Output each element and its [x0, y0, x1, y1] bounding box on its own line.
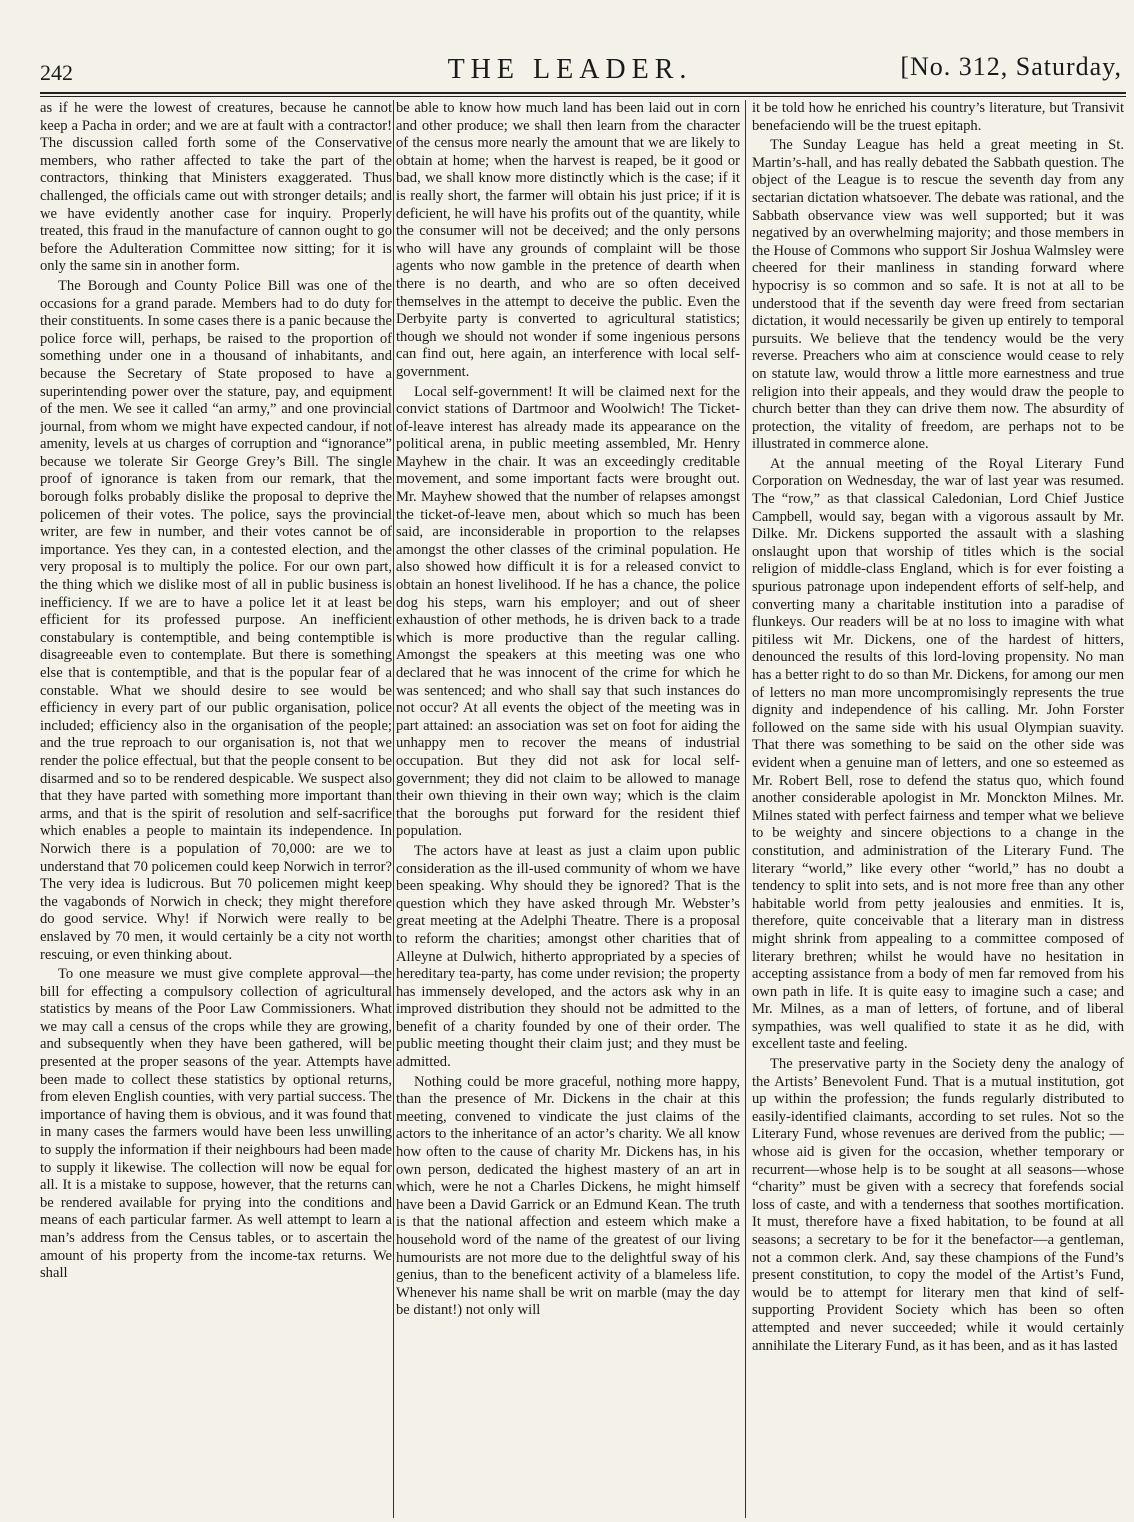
paragraph: To one measure we must give complete approval—the bill for effecting a compulsory collection of agricultural statistics by means of the Poor Law Commissioners. What we may call a census of the crops while they are growing, and subsequently when they have been gathered, will be presented at the proper seasons of the year. Attempts have been made to collect these statistics by optional returns, from eleven English counties, with very partial success. The importance of having them is obvious, and it was found that in many cases the farmers would have been less unwilling to supply the information if their neighbours had been made to supply it likewise. The collection will now be equal for all. It is a mistake to suppose, however, that the returns can be rendered available for prying into the conditions and means of each particular farmer. As well attempt to learn a man’s address from the Census tables, or to ascertain the amount of his property from the income-tax returns. We shall	[40, 966, 392, 1282]
header-rule	[40, 92, 1126, 94]
paragraph: as if he were the lowest of creatures, because he cannot keep a Pacha in order; and we are at fault with a contractor! The discussion called forth some of the Conservative members, who rather affected to take the part of the contractors, thinking that Ministers exaggerated. Thus challenged, the officials came out with stronger details; and we have evidently another case for inquiry. Properly treated, this fraud in the manufacture of cannon ought to go before the Adulteration Committee now sitting; for it is only the same sin in another form.	[40, 100, 392, 275]
page-header	[40, 52, 1122, 92]
paragraph: be able to know how much land has been laid out in corn and other produce; we shall then learn from the character of the census more nearly the amount that we are likely to obtain at home; when the harvest is reaped, be it good or bad, we shall know more distinctly which is the case; if it is really short, the farmer will obtain his just price; if it is deficient, he will have his profits out of the quantity, while the consumer will not be deceived; and the only persons who will have any grounds of complaint will be those agents who now gamble in the pretence of dearth when there is no dearth, and who are so often deceived themselves in the attempt to deceive the public. Even the Derbyite party is converted to agricultural statistics; though we should not wonder if some ingenious persons can find out, here again, an interference with local self-government.	[396, 100, 740, 380]
masthead-title: THE LEADER.	[447, 54, 693, 85]
paragraph: The preservative party in the Society deny the analogy of the Artists’ Benevolent Fund. That is a mutual institution, got up within the profession; the funds regularly distributed to easily-identified claimants, according to set rules. Not so the Literary Fund, whose revenues are derived from the public; — whose aid is given for the occasion, whether temporary or recurrent—whose help is to be sought at all seasons—whose “charity” must be given with a secrecy that forefends social loss of caste, and with a tenderness that soothes mortification. It must, therefore have a fixed habitation, to be found at all seasons; a secretary to be for it the benefactor—a gentleman, not a common clerk. And, say these champions of the Fund’s present constitution, to copy the model of the Artist’s Fund, would be to attempt for literary men that kind of self-supporting Provident Society which has been so often attempted and never succeeded; while it would certainly annihilate the Literary Fund, as it has been, and as it has lasted	[752, 1056, 1124, 1354]
page-number: 242	[40, 60, 73, 85]
paragraph: Nothing could be more graceful, nothing more happy, than the presence of Mr. Dickens in the chair at this meeting, convened to vindicate the just claims of the actors to the inheritance of an actor’s charity. We all know how often to the cause of charity Mr. Dickens has, in his own person, dedicated the highest mastery of an art in which, were he not a Charles Dickens, he might himself have been a David Garrick or an Edmund Kean. The truth is that the national affection and esteem which make a household word of the name of the greatest of our living humourists are not more due to the delightful sway of his genius, than to the beneficent activity of a blameless life. Whenever his name shall be writ on marble (may the day be distant!) not only will	[396, 1073, 740, 1319]
paragraph: it be told how he enriched his country’s literature, but Transivit benefaciendo will be the truest epitaph.	[752, 100, 1124, 134]
issue-number: [No. 312, Saturday,	[900, 52, 1122, 81]
paragraph: The Borough and County Police Bill was one of the occasions for a grand parade. Members had to do duty for their constituents. In some cases there is a panic because the police force will, perhaps, be raised to the proportion of something under one in a thousand of inhabitants, and because the Secretary of State proposed to have a superintending power over the stature, pay, and equipment of the men. We see it called “an army,” and one provincial journal, from whom we might have expected candour, if not amenity, levels at us charges of corruption and “ignorance” because we tolerate Sir George Grey’s Bill. The single proof of ignorance is taken from our remark, that the borough folks probably dislike the proposal to deprive the policemen of their votes. The police, says the provincial writer, are few in number, and their votes cannot be of importance. Yes they can, in a contested election, and the very proposal is to multiply the police. For our own part, the thing which we dislike most of all in public business is inefficiency. If we are to have a police let it at least be efficient for its professed purpose. An inefficient constabulary is contemptible, and being contemptible is disagreeable even to contemplate. But there is something else that is contemptible, and that is the popular fear of a constable. What we should desire to see would be efficiency in every part of our public organisation, police included; efficiency also in the organisation of the people; and the true reproach to our organisation is, not that we render the police effectual, but that the people consent to be disarmed and so to be rendered despicable. We suspect also that they have parted with something more important than arms, and that is the spirit of resolution and self-sacrifice which enables a people to maintain its independence. In Norwich there is a population of 70,000: are we to understand that 70 policemen could keep Norwich in terror? The very idea is ludicrous. But 70 policemen might keep the vagabonds of Norwich in check; they might therefore do good service. Why! if Norwich were really to be enslaved by 70 men, it would certainly be a city not worth rescuing, or even thinking about.	[40, 277, 392, 963]
column-1	[40, 100, 392, 1518]
column-2	[396, 100, 740, 1518]
column-divider	[745, 100, 746, 1518]
paragraph: Local self-government! It will be claimed next for the convict stations of Dartmoor and Woolwich! The Ticket-of-leave interest has already made its appearance on the political arena, in public meeting assembled, Mr. Henry Mayhew in the chair. It was an exceedingly creditable movement, and some important facts were brought out. Mr. Mayhew showed that the number of relapses amongst the ticket-of-leave men, about which so much has been said, are inconsiderable in proportion to the relapses amongst the other classes of the criminal population. He also showed how difficult it is for a released convict to obtain an honest livelihood. If he has a chance, the police dog his steps, warn his employer; and out of sheer exhaustion of other methods, he is driven back to a trade which is more productive than the regular calling. Amongst the speakers at this meeting was one who declared that he was innocent of the crime for which he was sentenced; and who shall say that such instances do not occur? At all events the object of the meeting was in part attained: an association was set on foot for aiding the unhappy men to recover the means of industrial occupation. But they did not ask for local self-government; they did not claim to be allowed to manage their own thieving in their own way; which is the claim that the boroughs put forward for the resident thief population.	[396, 383, 740, 840]
column-3	[752, 100, 1124, 1518]
paragraph: At the annual meeting of the Royal Literary Fund Corporation on Wednesday, the war of last year was resumed. The “row,” as that classical Caledonian, Lord Chief Justice Campbell, would say, began with a vigorous assault by Mr. Dilke. Mr. Dickens supported the assault with a slashing onslaught upon that worship of titles which is the social religion of middle-class England, which is for ever foisting a spurious patronage upon independent efforts of self-help, and converting many a charitable institution into a paradise of flunkeys. Our readers will be at no loss to imagine with what pitiless wit Mr. Dickens, one of the hardest of hitters, denounced the results of this lord-loving propensity. No man has a better right to do so than Mr. Dickens, for among our men of letters no man more uncompromisingly represents the true dignity and independence of his calling. Mr. John Forster followed on the same side with his usual Olympian suavity. That there was something to be said on the other side was evident when a genuine man of letters, and one so esteemed as Mr. Robert Bell, rose to defend the status quo, which found another considerable apologist in Mr. Monckton Milnes. Mr. Milnes stated with perfect fairness and temper what we believe to be weighty and sincere objections to a change in the constitution, and administration of the Literary Fund. The literary “world,” like every other “world,” has no doubt a tendency to split into sets, and is not more free than any other habitable world from petty jealousies and enmities. It is, therefore, quite conceivable that a literary man in distress might shrink from appealing to a committee composed of literary brethren; whilst he would have no hesitation in accepting assistance from a body of men far removed from his own path in life. It is quite easy to imagine such a case; and Mr. Milnes, as a man of letters, of fortune, and of liberal sympathies, was well qualified to state it as he did, with excellent taste and feeling.	[752, 455, 1124, 1053]
header-rule-thin	[40, 96, 1126, 97]
paragraph: The actors have at least as just a claim upon public consideration as the ill-used community of whom we have been speaking. Why should they be ignored? That is the question which they have asked through Mr. Webster’s great meeting at the Adelphi Theatre. There is a proposal to reform the charities; amongst other charities that of Alleyne at Dulwich, hitherto appropriated by a species of hereditary tea-party, has come under revision; the property has immensely developed, and the actors ask why in an improved distribution they should not be admitted to the benefit of a charity founded by one of their order. The public meeting thought their claim just; and they must be admitted.	[396, 842, 740, 1071]
paragraph: The Sunday League has held a great meeting in St. Martin’s-hall, and has really debated the Sabbath question. The object of the League is to rescue the seventh day from any sectarian dictation whatsoever. The debate was rational, and the Sabbath observance view was well supported; but it was negatived by an overwhelming majority; and those members in the House of Commons who support Sir Joshua Walmsley were cheered for their manliness in standing forward where hypocrisy is so common and so safe. It is not at all to be understood that if the seventh day were freed from sectarian dictation, it would necessarily be given up entirely to temporal pursuits. We believe that the tendency would be the very reverse. Preachers who aim at conscience would cease to rely on statute law, would throw a little more earnestness and true religion into their appeals, and they would draw the people to church better than they can drive them now. The absurdity of protection, the vitality of freedom, are perhaps not to be illustrated in commerce alone.	[752, 137, 1124, 453]
column-divider	[393, 100, 394, 1518]
